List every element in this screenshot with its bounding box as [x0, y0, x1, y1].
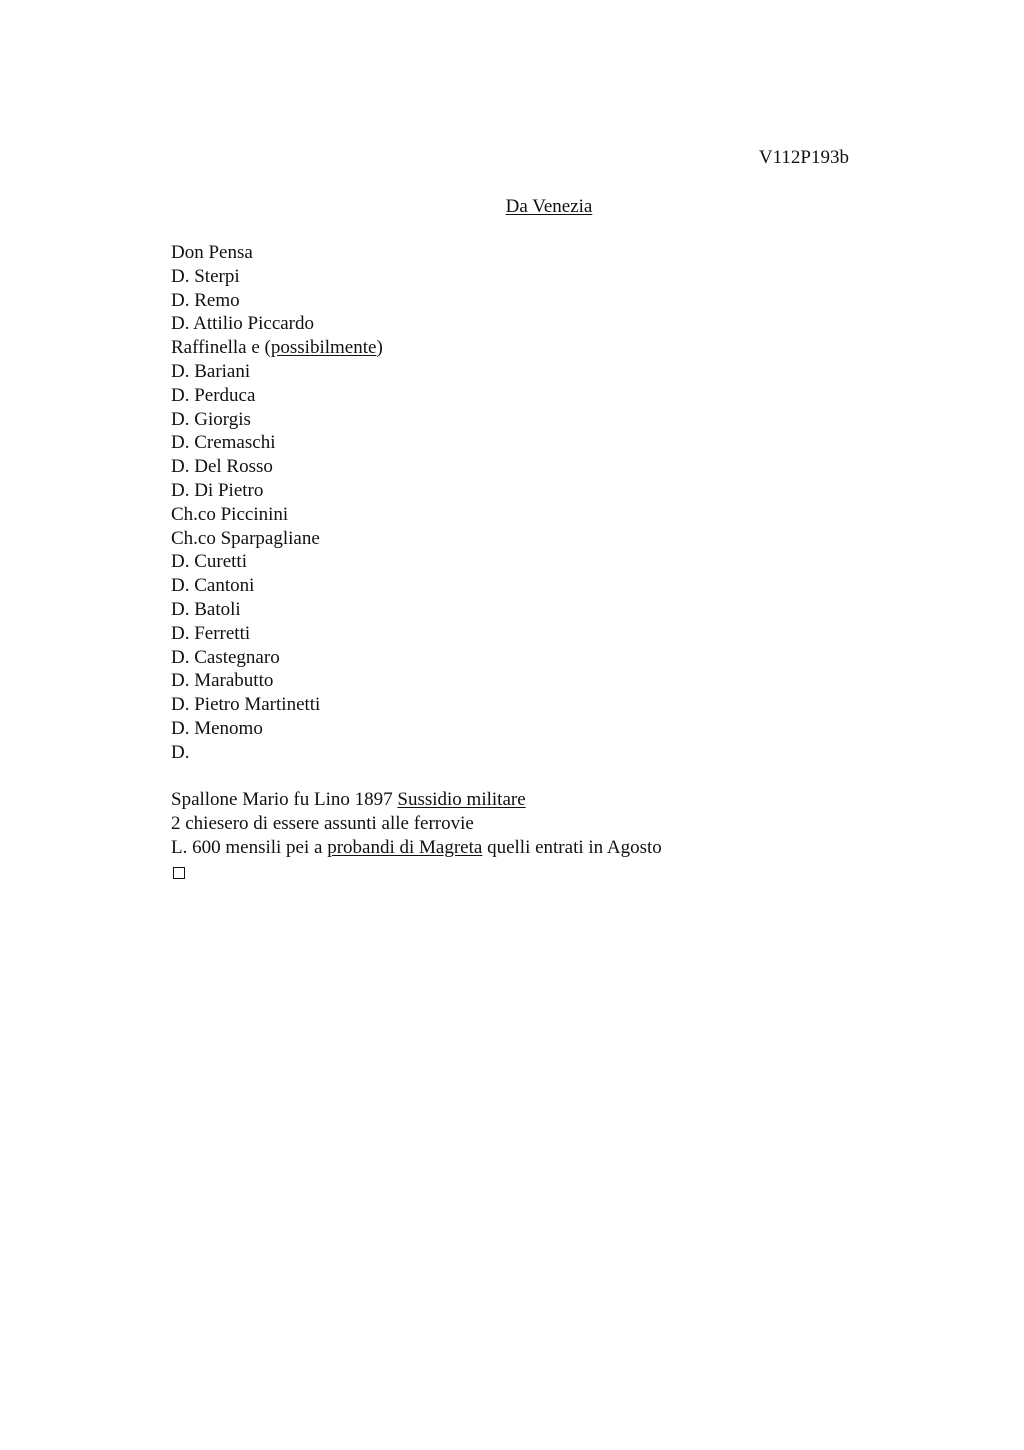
list-item: D. Pietro Martinetti	[171, 694, 321, 716]
list-item: D. Cantoni	[171, 575, 255, 597]
list-item: D. Ferretti	[171, 622, 251, 644]
names-list	[171, 241, 383, 765]
note-line-3-prefix: L. 600 mensili pei a	[171, 836, 328, 858]
raffinella-suffix: )	[376, 337, 383, 359]
note-line-3	[171, 836, 662, 860]
notes-section	[171, 788, 662, 886]
raffinella-prefix: Raffinella e (	[171, 337, 271, 359]
list-item: Ch.co Sparpagliane	[171, 527, 320, 549]
list-item: D. Remo	[171, 289, 240, 311]
list-item: D. Sterpi	[171, 265, 240, 287]
list-item: D. Bariani	[171, 360, 251, 382]
list-item: D. Castegnaro	[171, 646, 280, 668]
raffinella-underlined: possibilmente	[270, 337, 377, 359]
list-item: D. Di Pietro	[171, 479, 264, 501]
document-title: Da Venezia	[505, 196, 593, 217]
checkbox-row	[171, 859, 662, 886]
list-item: D. Attilio Piccardo	[171, 313, 315, 335]
list-item: D. Menomo	[171, 717, 263, 739]
list-item: D. Batoli	[171, 598, 241, 620]
list-item-raffinella	[171, 336, 383, 360]
checkbox-icon[interactable]	[173, 867, 185, 879]
list-item: D. Cremaschi	[171, 432, 276, 454]
note-line-3-suffix: quelli entrati in Agosto	[482, 836, 662, 858]
list-item: D. Del Rosso	[171, 456, 273, 478]
document-code: V112P193b	[758, 147, 849, 168]
list-item: D. Marabutto	[171, 670, 274, 692]
note-line-2: 2 chiesero di essere assunti alle ferrovie	[171, 812, 474, 834]
note-line-1-underlined: Sussidio militare	[397, 789, 526, 810]
list-item: D. Giorgis	[171, 408, 251, 430]
list-item: D. Perduca	[171, 384, 256, 406]
list-item: Ch.co Piccinini	[171, 503, 289, 525]
note-line-1	[171, 788, 662, 812]
list-item: D. Curetti	[171, 551, 247, 573]
list-item: D.	[171, 741, 190, 763]
list-item: Don Pensa	[171, 242, 253, 263]
note-line-1-text: Spallone Mario fu Lino 1897	[171, 789, 398, 810]
note-line-3-underlined: probandi di Magreta	[327, 836, 483, 858]
